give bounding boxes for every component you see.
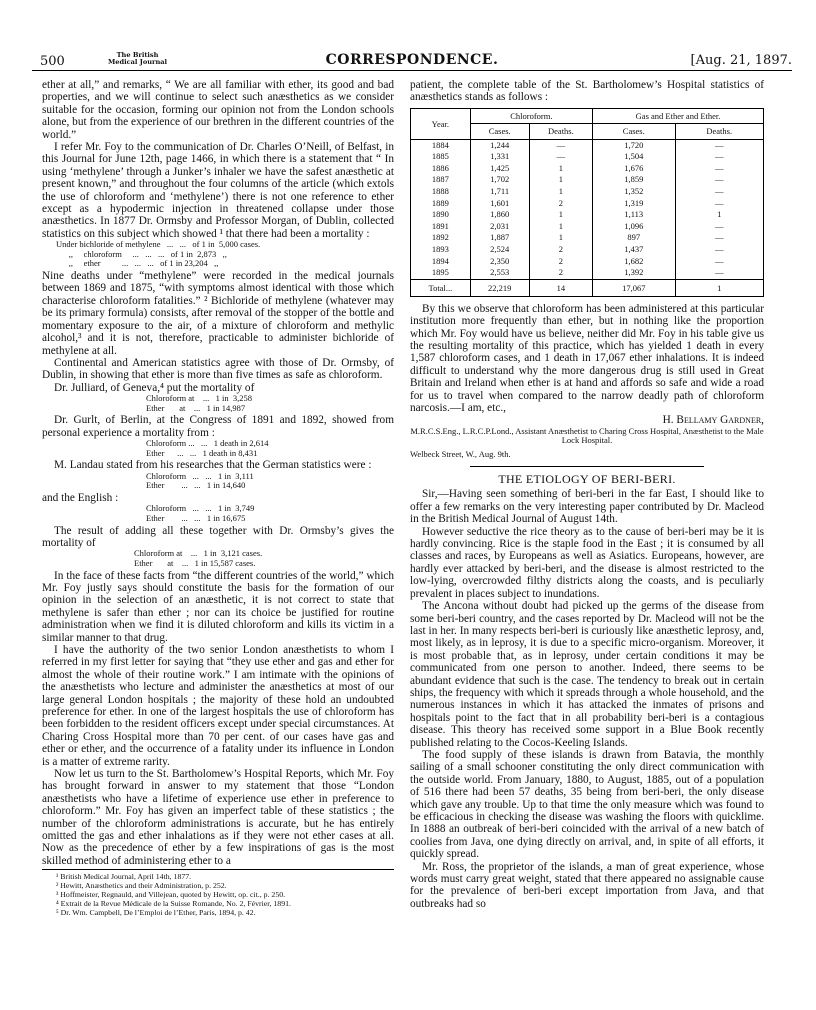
paragraph: M. Landau stated from his researches that the German statistics were : [54,459,372,472]
table-cell: 1884 [411,139,471,151]
table-row [411,186,764,198]
table-cell: 1,682 [593,256,675,268]
header-deaths: Deaths. [529,124,592,139]
table-row [411,139,764,151]
paragraph: ether at all,” and remarks, “ We are all familiar with ether, its good and bad properties, and we will continue to select such anæsthetics as we consider suitable for the occasion, forming our opinion not from the London schools alone, but from the experience of our brethren in the different countries of the world.” [42,79,394,141]
paragraph: In the face of these facts from “the different countries of the world,” which Mr. Foy justly says should constitute the basis for the formation of our opinion in the selection of an anæsthetic, it is not correct to state that methylene is safer than ether ; nor can its choice be justified for routine administration when we find it is diluted chloroform and kills its victim in a similar manner to that drug. [42,569,394,644]
table-cell: 22,219 [470,279,529,296]
table-cell: — [675,186,764,198]
footnote: ⁴ Extrait de la Revue Médicale de la Suisse Romande, No. 2, Février, 1891. [56,899,291,909]
masthead-bottom: Medical Journal [108,58,168,66]
table-total-row [411,279,764,296]
table-cell: 1 [529,186,592,198]
paragraph: The result of adding all these together with Dr. Ormsby’s gives the mortality of [42,524,394,549]
table-row [411,244,764,256]
signature-name: H. Bellamy Gardner, [662,414,764,427]
stat-line: Chloroform at ... 1 in 3,121 cases. [134,548,263,559]
header-deaths: Deaths. [675,124,764,139]
table-cell: 1,601 [470,198,529,210]
table-cell: 1 [529,232,592,244]
table-cell: 1,244 [470,139,529,151]
landau-german-stats [146,472,394,491]
paragraph: Mr. Ross, the proprietor of the islands, a man of great experience, whose words must carry great weight, stated that there appeared no assignable cause for the prevalence of beri-beri except importation from Java, and that outbreaks had so [410,860,764,910]
table-cell: — [675,198,764,210]
paragraph: Sir,—Having seen something of beri-beri in the far East, I should like to offer a few remarks on the very interesting paper contributed by Dr. Macleod in the British Medical Journal of August 14th. [410,488,764,526]
table-cell: 1,711 [470,186,529,198]
table-cell: 1,319 [593,198,675,210]
table-cell: 1891 [411,221,471,233]
table-cell: 1,860 [470,209,529,221]
table-cell: 1893 [411,244,471,256]
table-cell: 1885 [411,151,471,163]
table-cell: 1888 [411,186,471,198]
table-row [411,198,764,210]
table-cell: 2 [529,256,592,268]
table-cell: 1,702 [470,174,529,186]
table-cell: 1,392 [593,267,675,279]
table-cell: — [675,256,764,268]
table-cell: 17,067 [593,279,675,296]
footnote: ¹ British Medical Journal, April 14th, 1877. [56,872,192,882]
table-body [411,139,764,296]
paragraph: Now let us turn to the St. Bartholomew’s Hospital Reports, which Mr. Foy has brought forward in answer to my statement that those “London anæsthetists who have a lifetime of experience use ether in preference to chloroform.” Mr. Foy has given an imperfect table of these statistics ; the number of the chloroform administrations is accurate, but he has entirely omitted the gas and ether inhalations as if they were not ether cases at all. Now as the precedence of ether by a few inspirations of gas is the most skilled method of administering ether to a [42,768,394,867]
paragraph: I have the authority of the two senior London anæsthetists to whom I referred in my first letter for saying that “they use ether and gas and ether for almost the whole of their routine work.” I am intimate with the opinions of the anæsthetists who lecture and administer the anæsthetics at most of our large general London hospitals ; the majority of these hold an undoubted preference for ether. In one of the largest hospitals the use of chloroform has been forbidden to the resident officers except under special circumstances. At Charing Cross Hospital more than 70 per cent. of our cases have gas and ether or ether, and the occurrence of a fatality under its influence in London is a matter of extreme rarity. [42,643,394,768]
header-cases: Cases. [470,124,529,139]
table-cell: 1,676 [593,163,675,175]
table-cell: 1889 [411,198,471,210]
table-cell: — [675,174,764,186]
table-cell: 1894 [411,256,471,268]
gurlt-stats [146,439,394,458]
julliard-stats [146,394,394,413]
table-cell: 1,437 [593,244,675,256]
table-row [411,209,764,221]
table-cell: 1,113 [593,209,675,221]
table-cell: 1892 [411,232,471,244]
table-row [411,256,764,268]
stat-line: Ether ... ... 1 in 14,640 [146,480,246,491]
table-cell: 897 [593,232,675,244]
stat-line: Chloroform ... ... 1 in 3,111 [146,470,254,481]
table-cell: 1 [529,174,592,186]
paragraph: and the English : [42,491,119,504]
header-rule [32,70,792,71]
mortality-list [56,240,394,269]
table-cell: 1,331 [470,151,529,163]
right-column [410,79,764,910]
header-chloroform: Chloroform. [470,108,592,123]
footnote: ³ Hoffmeister, Regnauld, and Villejean, quoted by Hewitt, op. cit., p. 250. [56,890,286,900]
table-cell: Total... [411,279,471,296]
paragraph: The food supply of these islands is drawn from Batavia, the monthly sailing of a small schooner constituting the only direct communication with the outside world. From January, 1880, to August, 1885, out of a population of 516 there had been 57 deaths, 35 being from beri-beri, the only disease which gave any trouble. Up to that time the only measure which was found to be efficacious in checking the disease was washing the floors with quicklime. In 1888 an outbreak of beri-beri coincided with the arrival of a new batch of coolies from Java, one dying directly on arrival, and, in spite of all efforts, it quickly spread. [410,748,764,861]
table-cell: 2,031 [470,221,529,233]
table-cell: — [529,139,592,151]
section-title: CORRESPONDENCE. [325,52,499,68]
table-cell: 1,352 [593,186,675,198]
paragraph: By this we observe that chloroform has been administered at this particular institution more frequently than ether, but in nothing like the proportion which Mr. Foy would have us believe, neither did Mr. Foy in his table give us the resulting mortality of this practice, which has yielded 1 death in every 1,587 chloroform cases, and 1 death in 17,067 ether inhalations. It is indeed difficult to understand why the more dangerous drug is still used in Great Britain and Ireland when ether is at hand and affords so safe and wide a road for us to travel when compared to the narrow deadly path of chloroform narcosis.—I am, etc., [410,302,764,414]
left-column [42,79,394,917]
paragraph: Dr. Gurlt, of Berlin, at the Congress of 1891 and 1892, showed from personal experience a mortality from : [42,414,394,439]
stat-line: Ether at ... 1 in 15,587 cases. [134,557,256,568]
table-cell: 1,096 [593,221,675,233]
stat-line: Ether ... ... 1 death in 8,431 [146,447,258,458]
footnotes [42,869,394,917]
paragraph: However seductive the rice theory as to the cause of beri-beri may be it is hardly convincing. Rice is the staple food in the East ; it is consumed by all classes and races, by Europeans as well as Asiatics. Europeans, however, are hardly ever attacked by beri-beri, and the disease is almost restricted to the low-lying, overcrowded filthy districts along the coasts, and is peculiarly prevalent in places subject to inundations. [410,525,764,600]
table-cell: 2,524 [470,244,529,256]
header-year: Year. [411,108,471,139]
stat-line: Chloroform at ... 1 in 3,258 [146,393,253,404]
table-row [411,174,764,186]
table-cell: 2,553 [470,267,529,279]
masthead-top: The British [116,51,159,59]
paragraph: I refer Mr. Foy to the communication of Dr. Charles O’Neill, of Belfast, in this Journal for June 12th, page 1466, in which there is a statement that “ In using ‘methylene’ through a Junker’s inhaler we have the safest anæsthetic at present known,” and throughout the four columns of the article (which extols the use of chloroform and ‘methylene’) there is not one reference to ether except as a hypodermic injection in threatened collapse under those anæsthetics. In 1877 Dr. Ormsby and Professor Morgan, of Dublin, collected statistics on this subject which showed ¹ that there had been a mortality : [42,141,394,240]
paragraph: Continental and American statistics agree with those of Dr. Ormsby, of Dublin, in showing that ether is more than five times as safe as chloroform. [42,356,394,382]
article-title: THE ETIOLOGY OF BERI-BERI. [498,472,676,487]
stat-line: Ether ... ... 1 in 16,675 [146,512,246,523]
table-cell: 1 [675,279,764,296]
table-row [411,151,764,163]
table-cell: — [529,151,592,163]
table-cell: — [675,232,764,244]
table-cell: 1,887 [470,232,529,244]
header-cases: Cases. [593,124,675,139]
table-cell: 2 [529,244,592,256]
table-cell: 2 [529,198,592,210]
bartholomew-stats-table [410,108,764,297]
table-cell: 1 [529,163,592,175]
table-cell: — [675,221,764,233]
table-cell: 1,859 [593,174,675,186]
table-cell: 1 [529,221,592,233]
stat-line: Chloroform ... ... 1 death in 2,614 [146,438,269,449]
section-divider [470,466,704,467]
page-header [32,50,792,70]
stat-line: Under bichloride of methylene ... ... of 1 in 5,000 cases. [56,239,261,250]
table-cell: — [675,244,764,256]
signature-qualifications: M.R.C.S.Eng., L.R.C.P.Lond., Assistant Anæsthetist to Charing Cross Hospital, Anæsthetist to the Male Lock Hospital. [410,425,764,446]
page-number: 500 [40,54,65,69]
table-cell: — [675,163,764,175]
table-cell: 2,350 [470,256,529,268]
table-cell: 14 [529,279,592,296]
table-row [411,232,764,244]
landau-english-stats [146,504,394,523]
table-cell: 1 [529,209,592,221]
table-cell: 1895 [411,267,471,279]
header-gas-ether: Gas and Ether and Ether. [593,108,764,123]
table-row [411,221,764,233]
footnote: ² Hewitt, Anæsthetics and their Administration, p. 252. [56,881,227,891]
table-cell: 1886 [411,163,471,175]
table-cell: — [675,267,764,279]
stat-line: ,, chloroform ... ... ... of 1 in 2,873 ,, [56,248,227,259]
table-cell: 1 [675,209,764,221]
issue-date: [Aug. 21, 1897. [690,53,792,68]
stat-line: ,, ether ... ... ... of 1 in 23,204 ,, [56,258,219,269]
table-row [411,163,764,175]
paragraph: patient, the complete table of the St. Bartholomew’s Hospital statistics of anæsthetics stands as follows : [410,79,764,104]
table-cell: 1,425 [470,163,529,175]
table-row [411,267,764,279]
table-cell: — [675,151,764,163]
paragraph: Dr. Julliard, of Geneva,⁴ put the mortality of [54,381,255,394]
table-cell: 2 [529,267,592,279]
table-cell: 1,720 [593,139,675,151]
footnote: ⁵ Dr. Wm. Campbell, De l’Emploi de l’Ether, Paris, 1894, p. 42. [56,908,256,918]
table-cell: — [675,139,764,151]
table-cell: 1890 [411,209,471,221]
table-cell: 1,504 [593,151,675,163]
paragraph: The Ancona without doubt had picked up the germs of the disease from some beri-beri country, and the cases reported by Dr. Macleod will not be the last in her. In many respects beri-beri is curiously like anæsthetic leprosy, and, most likely, as in leprosy, it is due to a specific micro-organism. Moreover, it is most probable that, as in leprosy, under certain conditions it may be communicated from one person to another. Indeed, there seems to be abundant evidence that such is the case. The tendency to break out in certain ships, the frequency with which it spreads through a whole household, and the numerous instances in which it has attacked the inmates of prisons and hospitals point to the fact that in all probability beri-beri is a contagious disease. This theory has received some support in a Blue Book recently published relating to the Cocos-Keeling Islands. [410,600,764,749]
address: Welbeck Street, W., Aug. 9th. [410,448,511,459]
combined-stats [134,549,394,568]
stat-line: Ether at ... 1 in 14,987 [146,402,246,413]
paragraph: Nine deaths under “methylene” were recorded in the medical journals between 1869 and 1875, “with symptoms almost identical with those which characterise chloroform fatalities.” ² Bichloride of methylene (whatever may be its primary formula) consists, after removal of the stopper of the bottle and momentary exposure to the air, of a mixture of chloroform and methylic alcohol,³ and it is not, therefore, practicable to administer bichloride of methylene at all. [42,270,394,357]
stat-line: Chloroform ... ... 1 in 3,749 [146,503,255,514]
table-cell: 1887 [411,174,471,186]
